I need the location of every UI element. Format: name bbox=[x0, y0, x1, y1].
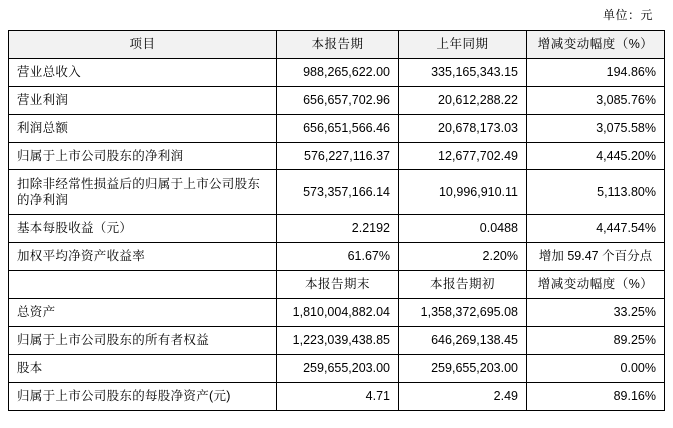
row-label: 利润总额 bbox=[9, 114, 277, 142]
row-current-value: 576,227,116.37 bbox=[277, 142, 399, 170]
row-current-value: 1,810,004,882.04 bbox=[277, 299, 399, 327]
header-cell-item: 项目 bbox=[9, 31, 277, 59]
unit-note: 单位：元 bbox=[602, 8, 653, 22]
row-previous-value: 0.0488 bbox=[399, 215, 527, 243]
table-row bbox=[9, 58, 665, 86]
table-row bbox=[9, 170, 665, 215]
row-current-value: 573,357,166.14 bbox=[277, 170, 399, 215]
row-previous-value: 12,677,702.49 bbox=[399, 142, 527, 170]
financial-summary-table bbox=[8, 30, 665, 411]
header-cell-period-end: 本报告期末 bbox=[277, 271, 399, 299]
row-label: 扣除非经常性损益后的归属于上市公司股东的净利润 bbox=[9, 170, 277, 215]
row-label: 归属于上市公司股东的每股净资产(元) bbox=[9, 382, 277, 410]
header-cell-prior-period: 上年同期 bbox=[399, 31, 527, 59]
header-cell-current-period: 本报告期 bbox=[277, 31, 399, 59]
row-change-value: 增加 59.47 个百分点 bbox=[527, 243, 665, 271]
row-previous-value: 10,996,910.11 bbox=[399, 170, 527, 215]
row-previous-value: 259,655,203.00 bbox=[399, 354, 527, 382]
row-change-value: 194.86% bbox=[527, 58, 665, 86]
table-row bbox=[9, 382, 665, 410]
header-cell-change-rate: 增减变动幅度（%） bbox=[527, 271, 665, 299]
row-label: 归属于上市公司股东的所有者权益 bbox=[9, 326, 277, 354]
table-row bbox=[9, 354, 665, 382]
row-change-value: 89.25% bbox=[527, 326, 665, 354]
row-change-value: 3,085.76% bbox=[527, 86, 665, 114]
table-row bbox=[9, 299, 665, 327]
row-label: 总资产 bbox=[9, 299, 277, 327]
row-current-value: 1,223,039,438.85 bbox=[277, 326, 399, 354]
row-change-value: 4,447.54% bbox=[527, 215, 665, 243]
row-label: 加权平均净资产收益率 bbox=[9, 243, 277, 271]
row-previous-value: 1,358,372,695.08 bbox=[399, 299, 527, 327]
header-cell-change-rate: 增减变动幅度（%） bbox=[527, 31, 665, 59]
row-change-value: 4,445.20% bbox=[527, 142, 665, 170]
table-row bbox=[9, 243, 665, 271]
row-previous-value: 646,269,138.45 bbox=[399, 326, 527, 354]
row-current-value: 988,265,622.00 bbox=[277, 58, 399, 86]
table-row bbox=[9, 142, 665, 170]
row-change-value: 3,075.58% bbox=[527, 114, 665, 142]
row-current-value: 4.71 bbox=[277, 382, 399, 410]
row-previous-value: 335,165,343.15 bbox=[399, 58, 527, 86]
row-previous-value: 2.49 bbox=[399, 382, 527, 410]
row-previous-value: 2.20% bbox=[399, 243, 527, 271]
row-change-value: 89.16% bbox=[527, 382, 665, 410]
table-row bbox=[9, 215, 665, 243]
row-change-value: 5,113.80% bbox=[527, 170, 665, 215]
header-cell-period-begin: 本报告期初 bbox=[399, 271, 527, 299]
row-current-value: 2.2192 bbox=[277, 215, 399, 243]
row-label: 归属于上市公司股东的净利润 bbox=[9, 142, 277, 170]
table-row bbox=[9, 86, 665, 114]
table-row bbox=[9, 114, 665, 142]
row-current-value: 61.67% bbox=[277, 243, 399, 271]
table-row bbox=[9, 326, 665, 354]
table-header-row-balance bbox=[9, 271, 665, 299]
row-previous-value: 20,678,173.03 bbox=[399, 114, 527, 142]
row-current-value: 259,655,203.00 bbox=[277, 354, 399, 382]
row-previous-value: 20,612,288.22 bbox=[399, 86, 527, 114]
table-header-row-period bbox=[9, 31, 665, 59]
row-label: 基本每股收益（元） bbox=[9, 215, 277, 243]
row-label: 营业利润 bbox=[9, 86, 277, 114]
row-label: 营业总收入 bbox=[9, 58, 277, 86]
header-cell-empty bbox=[9, 271, 277, 299]
row-current-value: 656,657,702.96 bbox=[277, 86, 399, 114]
row-current-value: 656,651,566.46 bbox=[277, 114, 399, 142]
row-change-value: 33.25% bbox=[527, 299, 665, 327]
row-label: 股本 bbox=[9, 354, 277, 382]
row-change-value: 0.00% bbox=[527, 354, 665, 382]
